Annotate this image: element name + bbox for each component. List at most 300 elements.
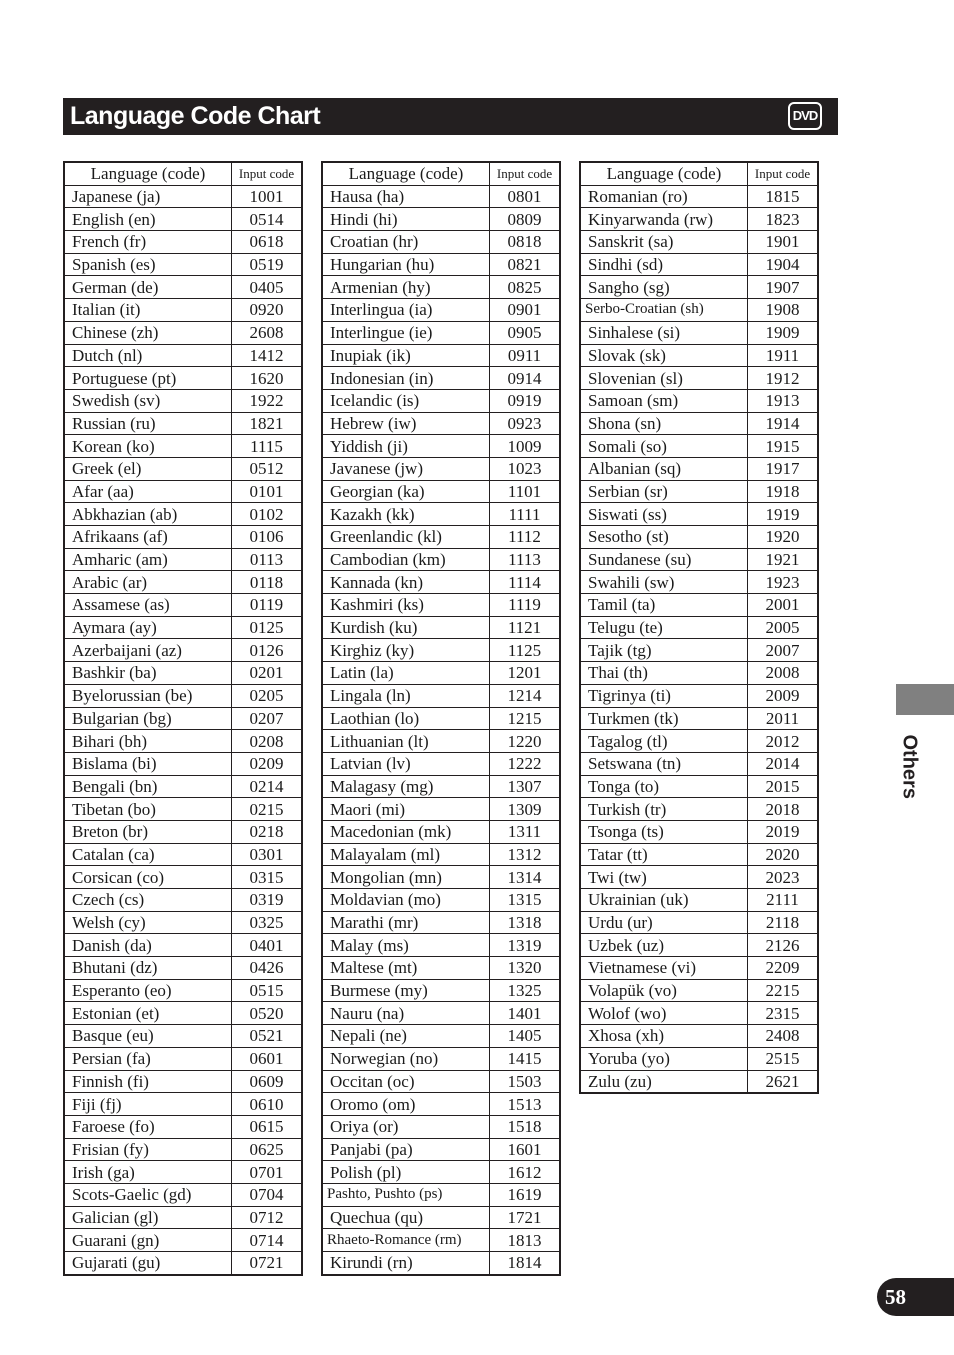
input-code: 0818 bbox=[490, 231, 561, 254]
table-row bbox=[322, 1002, 560, 1025]
table-row bbox=[322, 253, 560, 276]
input-code: 0618 bbox=[232, 231, 303, 254]
language-name: Hungarian (hu) bbox=[322, 253, 490, 276]
table-row bbox=[580, 435, 818, 458]
language-name: Persian (fa) bbox=[64, 1047, 232, 1070]
language-name: Japanese (ja) bbox=[64, 185, 232, 208]
input-code: 1918 bbox=[748, 480, 819, 503]
table-row bbox=[64, 866, 302, 889]
input-code: 0714 bbox=[232, 1229, 303, 1252]
table-row bbox=[64, 480, 302, 503]
language-name: Irish (ga) bbox=[64, 1161, 232, 1184]
language-name: Pashto, Pushto (ps) bbox=[322, 1183, 490, 1206]
table-row bbox=[580, 299, 818, 322]
input-code: 2215 bbox=[748, 979, 819, 1002]
language-name: Czech (cs) bbox=[64, 889, 232, 912]
language-name: Georgian (ka) bbox=[322, 480, 490, 503]
input-code: 0801 bbox=[490, 185, 561, 208]
table-row bbox=[322, 1161, 560, 1184]
input-code: 1220 bbox=[490, 730, 561, 753]
language-name: Aymara (ay) bbox=[64, 616, 232, 639]
input-code: 2126 bbox=[748, 934, 819, 957]
table-row bbox=[580, 934, 818, 957]
input-code: 2007 bbox=[748, 639, 819, 662]
table-row bbox=[64, 276, 302, 299]
table-row bbox=[322, 344, 560, 367]
input-code: 0218 bbox=[232, 820, 303, 843]
table-row bbox=[64, 208, 302, 231]
section-label: Others bbox=[898, 734, 921, 799]
table-row bbox=[322, 1138, 560, 1161]
table-row bbox=[580, 752, 818, 775]
language-name: Slovenian (sl) bbox=[580, 367, 748, 390]
language-name: Siswati (ss) bbox=[580, 503, 748, 526]
table-row bbox=[580, 412, 818, 435]
input-code: 1620 bbox=[232, 367, 303, 390]
table-row bbox=[580, 707, 818, 730]
input-code: 0208 bbox=[232, 730, 303, 753]
input-code: 1311 bbox=[490, 820, 561, 843]
language-name: Russian (ru) bbox=[64, 412, 232, 435]
table-header-row bbox=[64, 162, 302, 185]
table-row bbox=[580, 684, 818, 707]
input-code: 1125 bbox=[490, 639, 561, 662]
language-name: Interlingua (ia) bbox=[322, 299, 490, 322]
table-row bbox=[322, 1025, 560, 1048]
language-name: Mongolian (mn) bbox=[322, 866, 490, 889]
input-code: 0905 bbox=[490, 321, 561, 344]
table-row bbox=[580, 1070, 818, 1093]
language-name: Italian (it) bbox=[64, 299, 232, 322]
code-column-header: Input code bbox=[232, 162, 303, 185]
table-row bbox=[64, 775, 302, 798]
language-name: Galician (gl) bbox=[64, 1206, 232, 1229]
input-code: 0704 bbox=[232, 1183, 303, 1206]
language-name: Afar (aa) bbox=[64, 480, 232, 503]
table-row bbox=[64, 1252, 302, 1275]
table-row bbox=[322, 979, 560, 1002]
input-code: 1814 bbox=[490, 1252, 561, 1275]
table-row bbox=[580, 866, 818, 889]
language-name: Serbian (sr) bbox=[580, 480, 748, 503]
table-row bbox=[580, 1047, 818, 1070]
language-table-3 bbox=[579, 161, 819, 1094]
table-row bbox=[64, 934, 302, 957]
table-row bbox=[64, 571, 302, 594]
table-row bbox=[322, 1093, 560, 1116]
language-name: Bhutani (dz) bbox=[64, 957, 232, 980]
table-row bbox=[64, 1138, 302, 1161]
table-row bbox=[580, 208, 818, 231]
language-name: Kurdish (ku) bbox=[322, 616, 490, 639]
input-code: 0519 bbox=[232, 253, 303, 276]
input-code: 1111 bbox=[490, 503, 561, 526]
input-code: 1412 bbox=[232, 344, 303, 367]
language-name: Spanish (es) bbox=[64, 253, 232, 276]
input-code: 2209 bbox=[748, 957, 819, 980]
table-row bbox=[64, 412, 302, 435]
language-name: Frisian (fy) bbox=[64, 1138, 232, 1161]
title-bar bbox=[63, 98, 838, 135]
table-row bbox=[64, 253, 302, 276]
language-name: Zulu (zu) bbox=[580, 1070, 748, 1093]
table-row bbox=[322, 639, 560, 662]
language-name: Wolof (wo) bbox=[580, 1002, 748, 1025]
table-row bbox=[64, 231, 302, 254]
table-row bbox=[580, 457, 818, 480]
input-code: 1922 bbox=[232, 389, 303, 412]
language-name: Fiji (fj) bbox=[64, 1093, 232, 1116]
language-name: Tsonga (ts) bbox=[580, 820, 748, 843]
language-name: Twi (tw) bbox=[580, 866, 748, 889]
language-name: Panjabi (pa) bbox=[322, 1138, 490, 1161]
language-name: Corsican (co) bbox=[64, 866, 232, 889]
table-row bbox=[64, 1002, 302, 1025]
table-row bbox=[580, 843, 818, 866]
language-column-header: Language (code) bbox=[64, 162, 232, 185]
language-name: Slovak (sk) bbox=[580, 344, 748, 367]
input-code: 1112 bbox=[490, 526, 561, 549]
table-row bbox=[322, 185, 560, 208]
language-name: Maltese (mt) bbox=[322, 957, 490, 980]
input-code: 0319 bbox=[232, 889, 303, 912]
table-row bbox=[64, 889, 302, 912]
table-row bbox=[64, 1070, 302, 1093]
table-row bbox=[322, 412, 560, 435]
language-name: Tatar (tt) bbox=[580, 843, 748, 866]
table-row bbox=[322, 548, 560, 571]
language-name: Romanian (ro) bbox=[580, 185, 748, 208]
language-name: Kashmiri (ks) bbox=[322, 594, 490, 617]
input-code: 1919 bbox=[748, 503, 819, 526]
language-name: Laothian (lo) bbox=[322, 707, 490, 730]
language-name: Greek (el) bbox=[64, 457, 232, 480]
input-code: 2315 bbox=[748, 1002, 819, 1025]
table-row bbox=[580, 730, 818, 753]
table-row bbox=[580, 253, 818, 276]
table-row bbox=[322, 571, 560, 594]
input-code: 0106 bbox=[232, 526, 303, 549]
language-name: Maori (mi) bbox=[322, 798, 490, 821]
language-name: Bislama (bi) bbox=[64, 752, 232, 775]
input-code: 1923 bbox=[748, 571, 819, 594]
language-name: Dutch (nl) bbox=[64, 344, 232, 367]
input-code: 1921 bbox=[748, 548, 819, 571]
input-code: 2020 bbox=[748, 843, 819, 866]
table-row bbox=[64, 548, 302, 571]
table-row bbox=[64, 1025, 302, 1048]
table-row bbox=[322, 231, 560, 254]
table-row bbox=[322, 299, 560, 322]
input-code: 1201 bbox=[490, 662, 561, 685]
input-code: 2515 bbox=[748, 1047, 819, 1070]
language-name: Telugu (te) bbox=[580, 616, 748, 639]
table-row bbox=[580, 503, 818, 526]
language-name: Bashkir (ba) bbox=[64, 662, 232, 685]
table-row bbox=[580, 798, 818, 821]
input-code: 1119 bbox=[490, 594, 561, 617]
language-name: Kannada (kn) bbox=[322, 571, 490, 594]
input-code: 0901 bbox=[490, 299, 561, 322]
language-name: Afrikaans (af) bbox=[64, 526, 232, 549]
input-code: 1904 bbox=[748, 253, 819, 276]
input-code: 0712 bbox=[232, 1206, 303, 1229]
table-row bbox=[322, 662, 560, 685]
page-title: Language Code Chart bbox=[70, 102, 321, 130]
input-code: 1312 bbox=[490, 843, 561, 866]
table-row bbox=[580, 344, 818, 367]
input-code: 2023 bbox=[748, 866, 819, 889]
input-code: 1901 bbox=[748, 231, 819, 254]
input-code: 2019 bbox=[748, 820, 819, 843]
table-row bbox=[64, 730, 302, 753]
language-name: Tagalog (tl) bbox=[580, 730, 748, 753]
input-code: 0119 bbox=[232, 594, 303, 617]
language-name: Icelandic (is) bbox=[322, 389, 490, 412]
language-name: Estonian (et) bbox=[64, 1002, 232, 1025]
input-code: 2008 bbox=[748, 662, 819, 685]
table-row bbox=[64, 752, 302, 775]
language-name: Latin (la) bbox=[322, 662, 490, 685]
language-name: Kazakh (kk) bbox=[322, 503, 490, 526]
language-name: Hebrew (iw) bbox=[322, 412, 490, 435]
language-name: Xhosa (xh) bbox=[580, 1025, 748, 1048]
language-name: Inupiak (ik) bbox=[322, 344, 490, 367]
input-code: 1222 bbox=[490, 752, 561, 775]
table-row bbox=[322, 730, 560, 753]
input-code: 1915 bbox=[748, 435, 819, 458]
table-row bbox=[322, 594, 560, 617]
table-row bbox=[580, 616, 818, 639]
input-code: 0610 bbox=[232, 1093, 303, 1116]
table-row bbox=[580, 276, 818, 299]
language-name: Greenlandic (kl) bbox=[322, 526, 490, 549]
language-name: Interlingue (ie) bbox=[322, 321, 490, 344]
language-name: Sundanese (su) bbox=[580, 548, 748, 571]
table-row bbox=[64, 616, 302, 639]
table-row bbox=[322, 798, 560, 821]
table-row bbox=[322, 889, 560, 912]
language-name: Malagasy (mg) bbox=[322, 775, 490, 798]
table-row bbox=[322, 503, 560, 526]
input-code: 1309 bbox=[490, 798, 561, 821]
input-code: 1619 bbox=[490, 1183, 561, 1206]
language-name: Polish (pl) bbox=[322, 1161, 490, 1184]
input-code: 2118 bbox=[748, 911, 819, 934]
page-number: 58 bbox=[877, 1278, 954, 1316]
table-row bbox=[580, 775, 818, 798]
dvd-logo: DVD bbox=[788, 102, 822, 130]
table-row bbox=[580, 957, 818, 980]
input-code: 1821 bbox=[232, 412, 303, 435]
table-row bbox=[64, 594, 302, 617]
table-row bbox=[64, 435, 302, 458]
language-name: Uzbek (uz) bbox=[580, 934, 748, 957]
input-code: 1320 bbox=[490, 957, 561, 980]
input-code: 0923 bbox=[490, 412, 561, 435]
language-name: Yiddish (ji) bbox=[322, 435, 490, 458]
input-code: 0520 bbox=[232, 1002, 303, 1025]
table-row bbox=[64, 185, 302, 208]
language-name: Indonesian (in) bbox=[322, 367, 490, 390]
table-row bbox=[580, 548, 818, 571]
language-name: Macedonian (mk) bbox=[322, 820, 490, 843]
language-name: Oromo (om) bbox=[322, 1093, 490, 1116]
input-code: 1215 bbox=[490, 707, 561, 730]
table-row bbox=[322, 820, 560, 843]
input-code: 1314 bbox=[490, 866, 561, 889]
language-name: Sindhi (sd) bbox=[580, 253, 748, 276]
input-code: 0113 bbox=[232, 548, 303, 571]
table-row bbox=[580, 662, 818, 685]
input-code: 1319 bbox=[490, 934, 561, 957]
input-code: 1023 bbox=[490, 457, 561, 480]
table-row bbox=[64, 798, 302, 821]
language-name: Chinese (zh) bbox=[64, 321, 232, 344]
table-row bbox=[322, 321, 560, 344]
table-row bbox=[322, 1229, 560, 1252]
input-code: 2009 bbox=[748, 684, 819, 707]
table-row bbox=[580, 389, 818, 412]
input-code: 2011 bbox=[748, 707, 819, 730]
language-name: Tajik (tg) bbox=[580, 639, 748, 662]
input-code: 0521 bbox=[232, 1025, 303, 1048]
table-row bbox=[64, 1161, 302, 1184]
input-code: 1513 bbox=[490, 1093, 561, 1116]
code-column-header: Input code bbox=[748, 162, 819, 185]
table-row bbox=[322, 1252, 560, 1275]
table-row bbox=[322, 1115, 560, 1138]
table-row bbox=[64, 344, 302, 367]
language-name: Tonga (to) bbox=[580, 775, 748, 798]
table-row bbox=[322, 775, 560, 798]
table-row bbox=[322, 957, 560, 980]
language-name: Ukrainian (uk) bbox=[580, 889, 748, 912]
language-name: Oriya (or) bbox=[322, 1115, 490, 1138]
input-code: 0214 bbox=[232, 775, 303, 798]
input-code: 0615 bbox=[232, 1115, 303, 1138]
input-code: 0426 bbox=[232, 957, 303, 980]
input-code: 0315 bbox=[232, 866, 303, 889]
table-row bbox=[64, 526, 302, 549]
language-name: Hindi (hi) bbox=[322, 208, 490, 231]
input-code: 0201 bbox=[232, 662, 303, 685]
language-name: Lingala (ln) bbox=[322, 684, 490, 707]
language-name: Abkhazian (ab) bbox=[64, 503, 232, 526]
input-code: 1401 bbox=[490, 1002, 561, 1025]
language-name: Shona (sn) bbox=[580, 412, 748, 435]
language-name: Bihari (bh) bbox=[64, 730, 232, 753]
table-row bbox=[580, 820, 818, 843]
language-name: Assamese (as) bbox=[64, 594, 232, 617]
language-name: Swedish (sv) bbox=[64, 389, 232, 412]
language-name: Tibetan (bo) bbox=[64, 798, 232, 821]
input-code: 0701 bbox=[232, 1161, 303, 1184]
input-code: 1325 bbox=[490, 979, 561, 1002]
table-row bbox=[322, 457, 560, 480]
section-tab-marker bbox=[896, 684, 954, 715]
language-name: Moldavian (mo) bbox=[322, 889, 490, 912]
language-name: Yoruba (yo) bbox=[580, 1047, 748, 1070]
language-name: Albanian (sq) bbox=[580, 457, 748, 480]
input-code: 0914 bbox=[490, 367, 561, 390]
language-name: Danish (da) bbox=[64, 934, 232, 957]
input-code: 2111 bbox=[748, 889, 819, 912]
input-code: 1503 bbox=[490, 1070, 561, 1093]
language-name: Somali (so) bbox=[580, 435, 748, 458]
input-code: 1214 bbox=[490, 684, 561, 707]
input-code: 2621 bbox=[748, 1070, 819, 1093]
table-row bbox=[580, 911, 818, 934]
language-name: Rhaeto-Romance (rm) bbox=[322, 1229, 490, 1252]
table-row bbox=[322, 707, 560, 730]
input-code: 0825 bbox=[490, 276, 561, 299]
table-row bbox=[322, 684, 560, 707]
input-code: 0514 bbox=[232, 208, 303, 231]
language-name: Cambodian (km) bbox=[322, 548, 490, 571]
table-row bbox=[580, 480, 818, 503]
table-row bbox=[64, 389, 302, 412]
input-code: 0215 bbox=[232, 798, 303, 821]
input-code: 1823 bbox=[748, 208, 819, 231]
language-name: Esperanto (eo) bbox=[64, 979, 232, 1002]
language-name: Malayalam (ml) bbox=[322, 843, 490, 866]
language-name: Bulgarian (bg) bbox=[64, 707, 232, 730]
language-name: Kinyarwanda (rw) bbox=[580, 208, 748, 231]
input-code: 1917 bbox=[748, 457, 819, 480]
language-name: Faroese (fo) bbox=[64, 1115, 232, 1138]
language-name: Lithuanian (lt) bbox=[322, 730, 490, 753]
input-code: 0609 bbox=[232, 1070, 303, 1093]
table-row bbox=[580, 185, 818, 208]
language-name: Basque (eu) bbox=[64, 1025, 232, 1048]
input-code: 1518 bbox=[490, 1115, 561, 1138]
input-code: 0405 bbox=[232, 276, 303, 299]
table-row bbox=[322, 526, 560, 549]
table-row bbox=[580, 1025, 818, 1048]
input-code: 2005 bbox=[748, 616, 819, 639]
table-row bbox=[64, 299, 302, 322]
language-name: Tamil (ta) bbox=[580, 594, 748, 617]
language-name: Croatian (hr) bbox=[322, 231, 490, 254]
input-code: 2018 bbox=[748, 798, 819, 821]
language-name: Occitan (oc) bbox=[322, 1070, 490, 1093]
language-name: Sangho (sg) bbox=[580, 276, 748, 299]
table-header-row bbox=[322, 162, 560, 185]
table-row bbox=[64, 1206, 302, 1229]
table-row bbox=[322, 367, 560, 390]
language-name: Vietnamese (vi) bbox=[580, 957, 748, 980]
language-name: Sesotho (st) bbox=[580, 526, 748, 549]
input-code: 1912 bbox=[748, 367, 819, 390]
language-name: Kirghiz (ky) bbox=[322, 639, 490, 662]
input-code: 1115 bbox=[232, 435, 303, 458]
input-code: 1920 bbox=[748, 526, 819, 549]
language-name: Scots-Gaelic (gd) bbox=[64, 1183, 232, 1206]
table-row bbox=[322, 480, 560, 503]
language-name: Guarani (gn) bbox=[64, 1229, 232, 1252]
language-name: Marathi (mr) bbox=[322, 911, 490, 934]
input-code: 1405 bbox=[490, 1025, 561, 1048]
input-code: 1908 bbox=[748, 299, 819, 322]
language-table-2 bbox=[321, 161, 561, 1276]
input-code: 0205 bbox=[232, 684, 303, 707]
input-code: 0920 bbox=[232, 299, 303, 322]
table-row bbox=[64, 1115, 302, 1138]
table-row bbox=[580, 526, 818, 549]
table-row bbox=[64, 979, 302, 1002]
input-code: 1113 bbox=[490, 548, 561, 571]
